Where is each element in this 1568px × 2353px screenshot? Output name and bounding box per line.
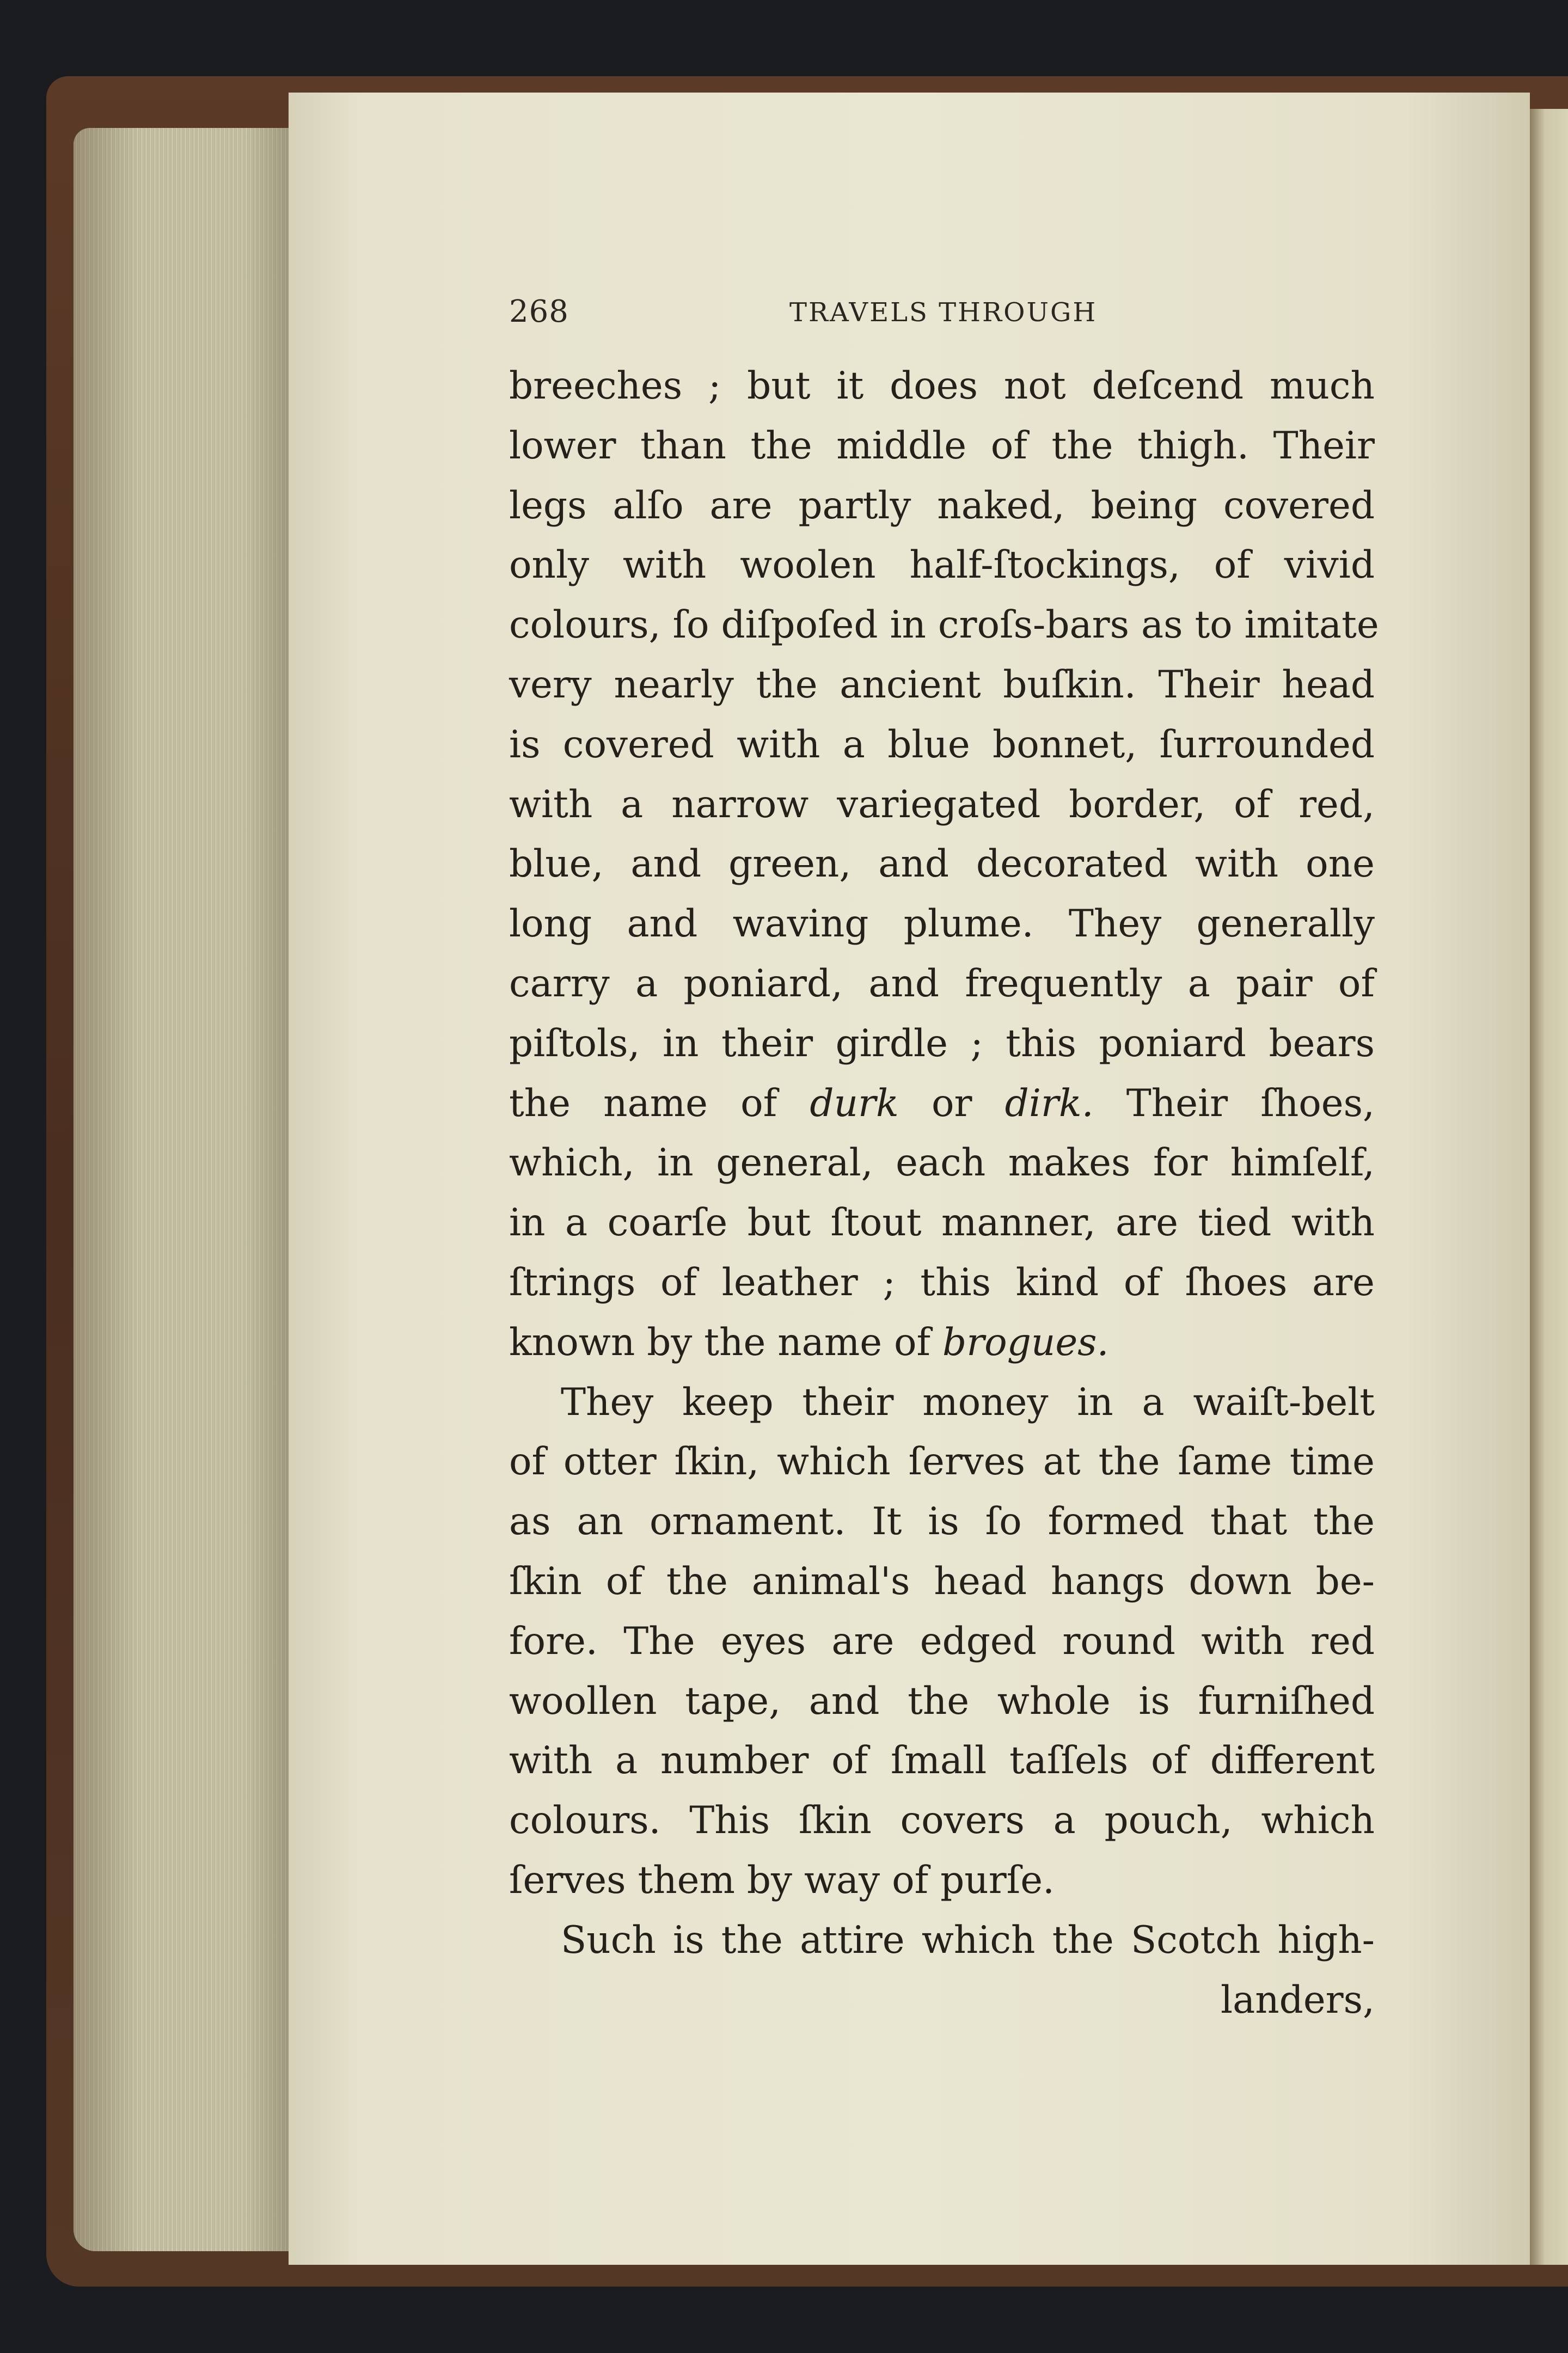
text-line: of otter ſkin, which ſerves at the ſame time <box>509 1440 1375 1484</box>
facing-page-edge <box>1530 109 1568 2265</box>
text-line: breeches ; but it does not deſcend much <box>509 364 1375 408</box>
text-line-with-italics <box>509 1074 1375 1134</box>
text-line: piſtols, in their girdle ; this poniard bears <box>509 1021 1375 1065</box>
text-line: fore. The eyes are edged round with red <box>509 1619 1375 1663</box>
text-segment: or <box>898 1081 1005 1125</box>
paragraph-end-line: ſerves them by way of purſe. <box>509 1858 1055 1902</box>
text-line: colours. This ſkin covers a pouch, which <box>509 1799 1375 1843</box>
page-number: 268 <box>509 294 569 329</box>
text-line: with a number of ſmall taſſels of different <box>509 1739 1375 1783</box>
text-line: carry a poniard, and frequently a pair of <box>509 961 1375 1006</box>
text-line: with a narrow variegated border, of red, <box>509 782 1375 826</box>
italic-term-durk: durk <box>810 1081 899 1125</box>
paragraph-end-line <box>509 1313 1375 1373</box>
page-header <box>509 294 1369 338</box>
text-line: only with woolen half-ſtockings, of vivid <box>509 543 1375 587</box>
page-edges <box>74 128 289 2251</box>
text-line: ſtrings of leather ; this kind of ſhoes are <box>509 1260 1375 1304</box>
text-line: is covered with a blue bonnet, ſurrounded <box>509 722 1375 767</box>
text-line: blue, and green, and decorated with one <box>509 842 1375 886</box>
text-segment: known by the name of <box>509 1320 943 1364</box>
text-line: as an ornament. It is ſo formed that the <box>509 1500 1375 1544</box>
text-segment: the name of <box>509 1081 810 1125</box>
text-line: in a coarſe but ſtout manner, are tied with <box>509 1201 1375 1245</box>
text-line: which, in general, each makes for himſelf, <box>509 1141 1375 1185</box>
body-text <box>509 357 1379 2030</box>
paragraph-start-line: Such is the attire which the Scotch high- <box>561 1918 1375 1962</box>
text-segment: Their ſhoes, <box>1093 1081 1375 1125</box>
text-line: ſkin of the animal's head hangs down be- <box>509 1559 1375 1603</box>
paragraph-start-line: They keep their money in a waiſt-belt <box>561 1380 1375 1424</box>
italic-term-brogues: brogues. <box>942 1320 1109 1364</box>
text-line: legs alſo are partly naked, being covered <box>509 483 1375 528</box>
text-line: very nearly the ancient buſkin. Their head <box>509 663 1375 707</box>
italic-term-dirk: dirk. <box>1004 1081 1094 1125</box>
text-line: colours, ſo diſpoſed in croſs-bars as to imitate <box>509 603 1379 647</box>
catchword: landers, <box>1221 1978 1375 2022</box>
text-line: lower than the middle of the thigh. Their <box>509 424 1375 468</box>
running-head: TRAVELS THROUGH <box>789 297 1098 328</box>
text-line: long and waving plume. They generally <box>509 902 1375 946</box>
text-line: woollen tape, and the whole is furniſhed <box>509 1679 1375 1723</box>
